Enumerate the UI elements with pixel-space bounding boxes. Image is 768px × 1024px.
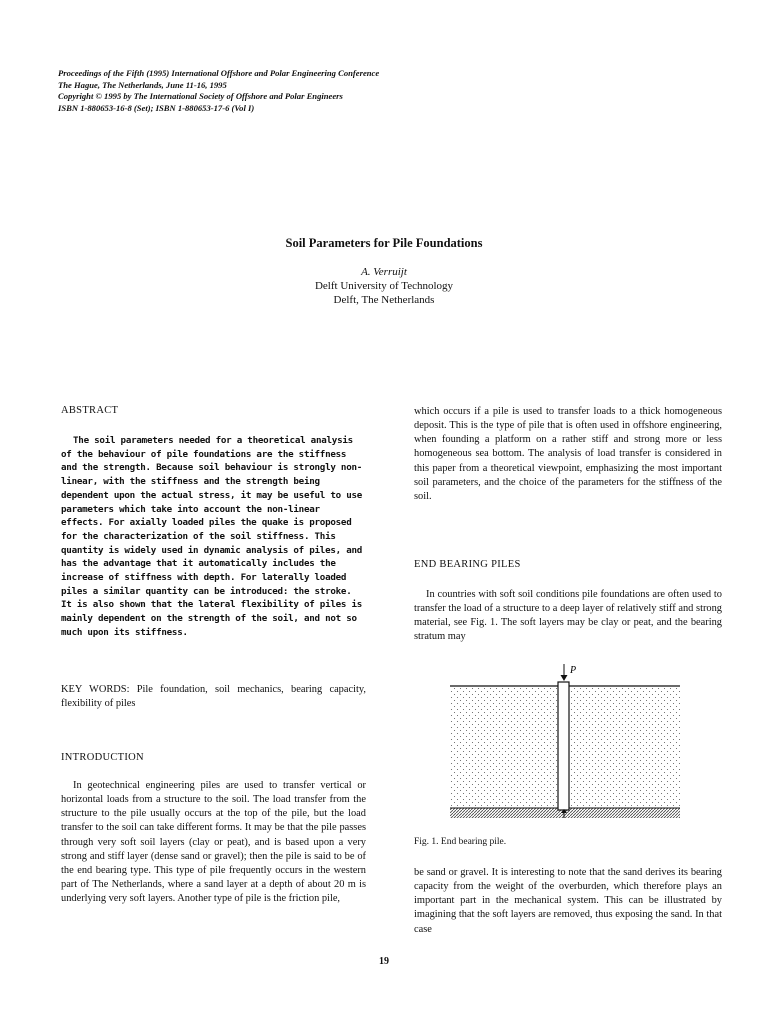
- header-line-3: Copyright © 1995 by The International Society of Offshore and Polar Engineers: [58, 91, 343, 101]
- header-line-1: Proceedings of the Fifth (1995) International Offshore and Polar Engineering Conference: [58, 68, 380, 78]
- paper-title: Soil Parameters for Pile Foundations: [285, 236, 483, 250]
- abstract-heading: ABSTRACT: [61, 405, 119, 416]
- author-name: A. Verruijt: [361, 266, 407, 278]
- keywords: KEY WORDS: Pile foundation, soil mechanics, bearing capacity, flexibility of piles: [61, 684, 366, 710]
- introduction-body: [61, 779, 366, 906]
- pile-diagram: [450, 660, 685, 825]
- header-line-2: The Hague, The Netherlands, June 11-16, 1995: [58, 79, 227, 90]
- load-arrow-icon: [561, 675, 568, 681]
- author-affiliation: Delft University of Technology: [314, 280, 454, 292]
- end-bearing-text: In countries with soft soil conditions pile foundations are often used to transfer the load of a structure to a deep layer of relatively stiff and strong material, see Fig. 1. The soft layers may be clay or peat, and the bearing stratum may: [414, 589, 722, 643]
- page-number: 19: [379, 956, 389, 967]
- end-bearing-body: [414, 588, 722, 645]
- figure-caption: Fig. 1. End bearing pile.: [414, 837, 507, 847]
- author-location: Delft, The Netherlands: [333, 294, 435, 306]
- conference-header: [58, 68, 618, 114]
- header-line-4: ISBN 1-880653-16-8 (Set); ISBN 1-880653-17-6 (Vol I): [58, 102, 255, 113]
- end-bearing-heading: END BEARING PILES: [414, 559, 521, 570]
- introduction-text: In geotechnical engineering piles are used to transfer vertical or horizontal loads from a structure to the soil. The load transfer from the structure to the pile usually occurs at the top of the pile, but the load transfer to the soil can take different forms. It may be that the pile passes through very soft soil layers (clay or peat), and is based upon a very strong and stiff layer (dense sand or gravel); then the pile is said to be of the end bearing type. This type of pile frequently occurs in the western part of The Netherlands, where a sand layer at a depth of about 20 m is underlying very soft layers. Another type of pile is the friction pile,: [61, 780, 366, 905]
- right-intro-body: which occurs if a pile is used to transfer loads to a thick homogeneous deposit. This is the type of pile that is often used in offshore engineering, when founding a platform on a rather stiff and strong more or less homogeneous sea bottom. The analysis of load transfer is considered in this paper from a theoretical viewpoint, emphasizing the most important soil parameters, and the choice of the parameters for the stiffness of the soil.: [414, 406, 722, 502]
- abstract-body: [61, 434, 366, 640]
- continuation-body: be sand or gravel. It is interesting to note that the sand derives its bearing capacity from the weight of the overburden, which therefore plays an important part in the mechanical system. This can be illustrated by imagining that the soft layers are removed, thus exposing the sand. In that case: [414, 867, 722, 935]
- introduction-heading: INTRODUCTION: [61, 752, 144, 763]
- author-block: [0, 265, 768, 307]
- pile: [558, 682, 569, 810]
- load-label: P: [570, 665, 577, 676]
- figure-end-bearing-pile: [450, 660, 685, 830]
- abstract-text: The soil parameters needed for a theoretical analysis of the behaviour of pile foundations are the stiffness and the strength. Because soil behaviour is strongly non-linear, with the stiffness and the strength being dependent upon the actual stress, it may be useful to use parameters which take into account the non-linear effects. For axially loaded piles the quake is proposed for the characterization of the soil stiffness. This quantity is widely used in dynamic analysis of piles, and has the advantage that it automatically includes the increase of stiffness with depth. For laterally loaded piles a similar quantity can be introduced: the stroke. It is also shown that the lateral flexibility of piles is mainly dependent on the strength of the soil, and not so much upon its stiffness.: [61, 435, 363, 638]
